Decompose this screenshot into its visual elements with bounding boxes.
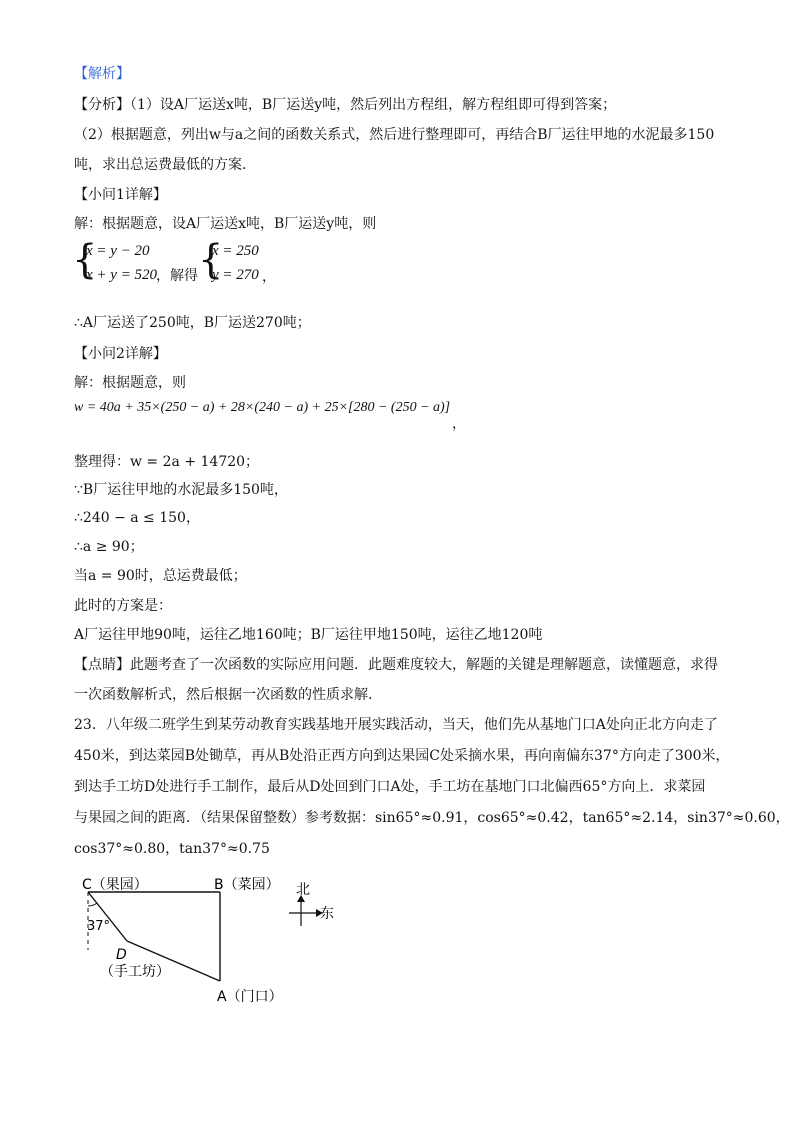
formula-end: ， (452, 416, 466, 432)
problem23-line-2: 450米，到达菜园B处锄草，再从B处沿正西方向到达果园C处采摘水果，再向南偏东37°方向走了300米， (74, 748, 730, 764)
problem23-line-5: cos37°≈0.80，tan37°≈0.75 (74, 841, 270, 857)
inequality-1: ∴240 − a ≤ 150， (74, 510, 200, 526)
q1-intro: 解：根据题意，设A厂运送x吨，B厂运送y吨，则 (74, 216, 377, 232)
analysis-line-3: 吨，求出总运费最低的方案. (74, 157, 247, 173)
comment-line-2: 一次函数解析式，然后根据一次函数的性质求解. (74, 687, 373, 703)
solution-2: y = 270 (212, 267, 259, 283)
geometry-figure (70, 868, 390, 1018)
equation-2: x + y = 520 (86, 267, 158, 283)
solve-word: ，解得 (156, 269, 198, 284)
section-header: 【解析】 (74, 66, 130, 82)
q1-conclusion: ∴A厂运送了250吨，B厂运送270吨； (74, 315, 311, 331)
when-line: 当a = 90时，总运费最低； (74, 568, 247, 584)
left-brace: { (72, 237, 98, 283)
label-d-name: （手工坊） (100, 964, 170, 980)
problem23-line-1: 23．八年级二班学生到某劳动教育实践基地开展实践活动，当天，他们先从基地门口A处向正北方向走了 (74, 717, 718, 733)
solution-end: ， (262, 270, 276, 285)
compass-icon (289, 895, 323, 926)
angle-label: 37° (87, 919, 111, 934)
plan-line: A厂运往甲地90吨，运往乙地160吨；B厂运往甲地150吨，运往乙地120吨 (74, 627, 543, 643)
q2-intro: 解：根据题意，则 (74, 375, 186, 391)
equation-1: x = y − 20 (86, 243, 150, 259)
left-brace-2: { (198, 237, 224, 283)
problem23-line-3: 到达手工坊D处进行手工制作，最后从D处回到门口A处，手工坊在基地门口北偏西65°方向上．求菜园 (74, 779, 706, 795)
label-a: A（门口） (217, 989, 283, 1005)
q1-title: 【小问1详解】 (74, 187, 167, 203)
solution-1: x = 250 (212, 243, 259, 259)
analysis-line-2: （2）根据题意，列出w与a之间的函数关系式，然后进行整理即可，再结合B厂运往甲地的水泥最多150 (74, 127, 715, 143)
label-c: C（果园） (82, 877, 148, 893)
cost-formula: w = 40a + 35×(250 − a) + 28×(240 − a) + 25×[280 − (250 − a)] (74, 400, 451, 415)
inequality-2: ∴a ≥ 90； (74, 539, 144, 555)
q2-title: 【小问2详解】 (74, 346, 167, 362)
because-line: ∵B厂运往甲地的水泥最多150吨， (74, 482, 288, 498)
north-label: 北 (296, 882, 310, 898)
angle-arc (88, 903, 97, 906)
east-label: 东 (320, 906, 334, 922)
label-d: D (116, 947, 127, 963)
simplify-line: 整理得：w = 2a + 14720； (74, 454, 260, 470)
problem23-line-4: 与果园之间的距离．（结果保留整数）参考数据：sin65°≈0.91，cos65°≈0.42，tan65°≈2.14，sin37°≈0.60， (74, 810, 790, 826)
plan-intro: 此时的方案是： (74, 598, 172, 614)
analysis-line-1: 【分析】（1）设A厂运送x吨，B厂运送y吨，然后列出方程组，解方程组即可得到答案； (74, 97, 617, 113)
comment-line-1: 【点睛】此题考查了一次函数的实际应用问题．此题难度较大，解题的关键是理解题意，读懂题意，求得 (74, 657, 718, 673)
label-b: B（菜园） (214, 877, 280, 893)
